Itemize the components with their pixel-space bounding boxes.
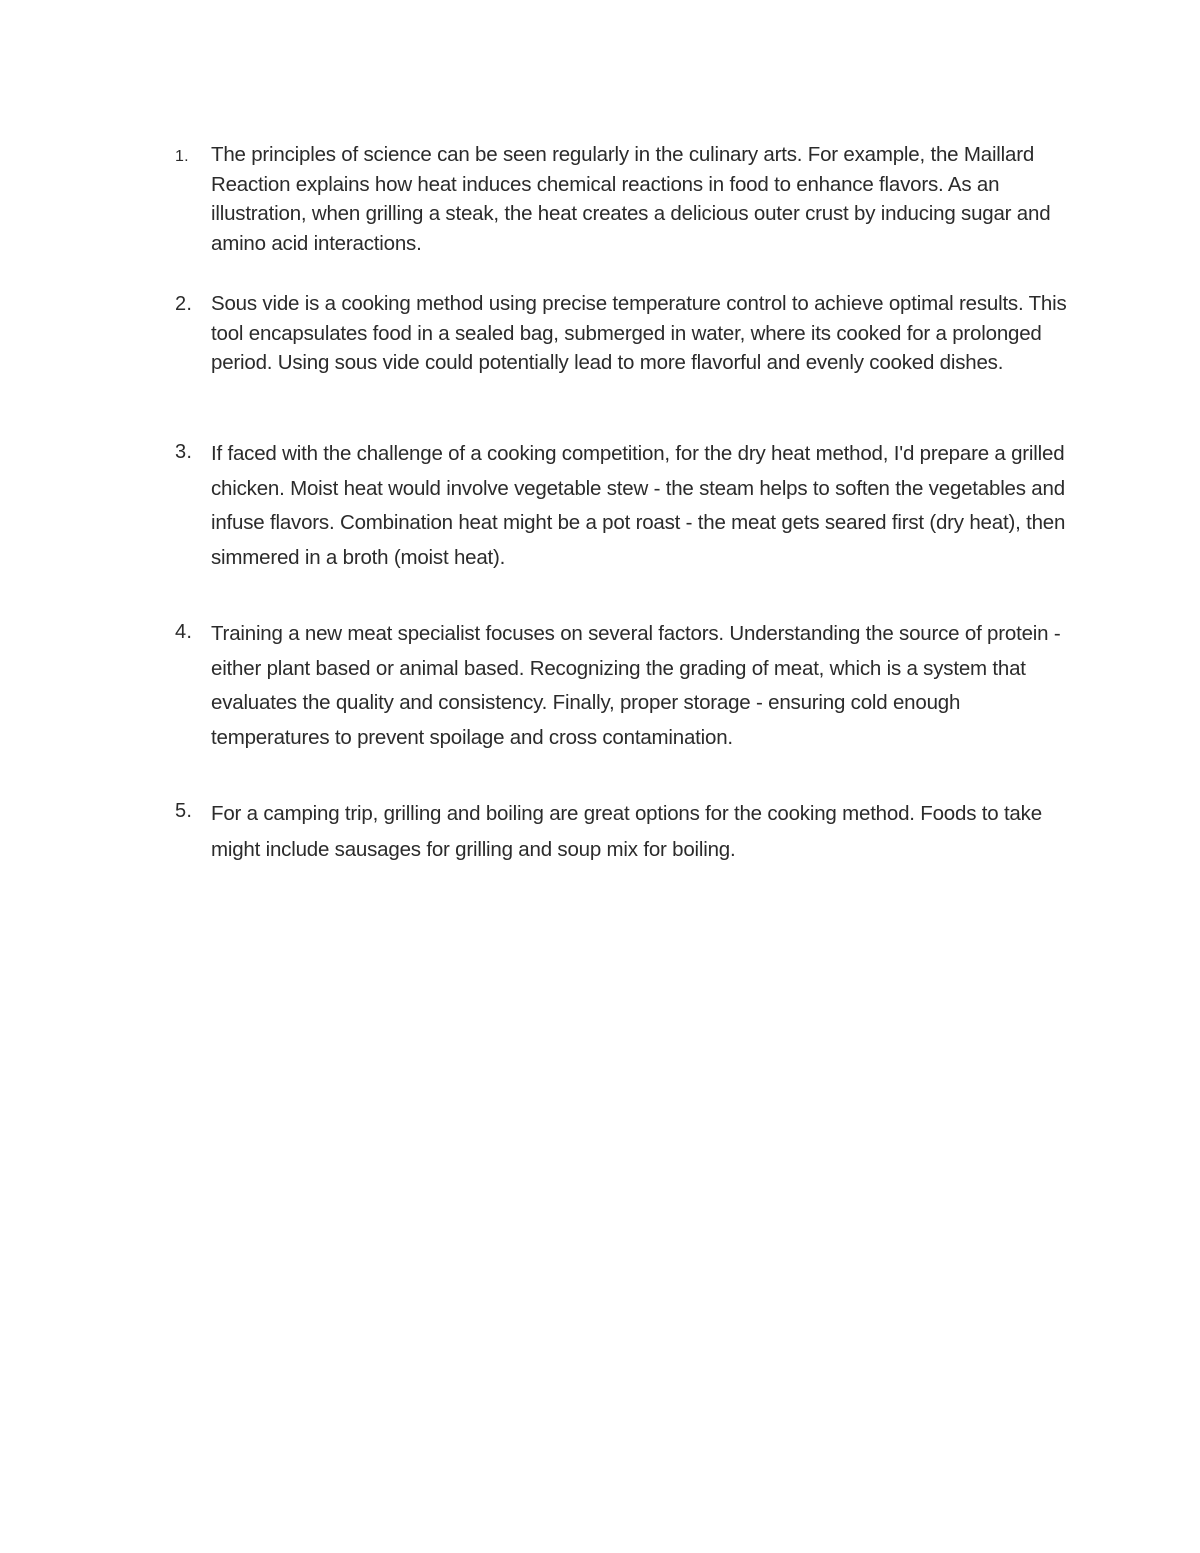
item-text: The principles of science can be seen regularly in the culinary arts. For example, the Maillard Reaction explains how heat induces chemical reactions in food to enhance flavors. As an illustration, when grilling a steak, the heat creates a delicious outer crust by inducing sugar and amino acid interactions. [211,143,1051,256]
item-text: Training a new meat specialist focuses on several factors. Understanding the source of protein - either plant based or animal based. Recognizing the grading of meat, which is a system that evaluates the quality and consistency. Finally, proper storage - ensuring cold enough temperatures to prevent spoilage and cross contamination. [211,622,1061,750]
item-text: If faced with the challenge of a cooking competition, for the dry heat method, I'd prepare a grilled chicken. Moist heat would involve vegetable stew - the steam helps to soften the vegetables and infuse flavors. Combination heat might be a pot roast - the meat gets seared first (dry heat), then simmered in a broth (moist heat). [211,442,1066,570]
item-number: 4. [175,621,193,643]
item-text: For a camping trip, grilling and boiling are great options for the cooking method. Foods to take might include sausages for grilling and soup mix for boiling. [211,802,1042,861]
item-number: 3. [175,441,193,463]
item-text: Sous vide is a cooking method using precise temperature control to achieve optimal results. This tool encapsulates food in a sealed bag, submerged in water, where its cooked for a prolonged period. Using sous vide could potentially lead to more flavorful and evenly cooked dishes. [211,292,1067,375]
item-number: 5. [175,800,193,822]
item-number: 2. [175,293,193,315]
item-number: 1. [175,148,189,165]
